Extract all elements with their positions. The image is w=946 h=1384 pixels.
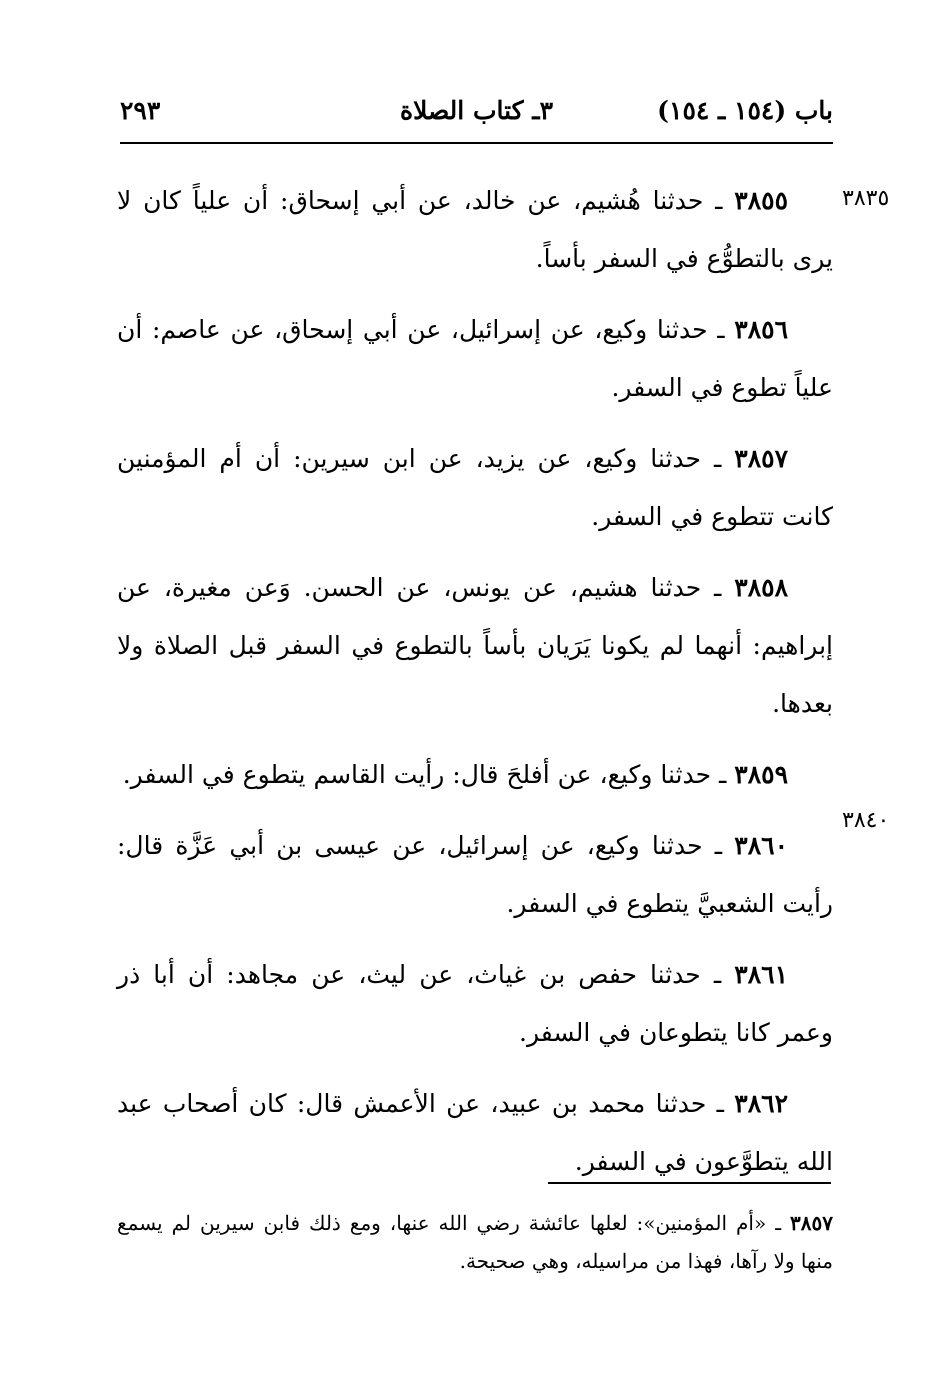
hadith-text: ـ حدثنا حفص بن غياث، عن ليث، عن مجاهد: أن أبا ذر وعمر كانا يتطوعان في السفر. [117,960,833,1047]
hadith-number: ٣٨٥٩ [734,760,788,789]
hadith-number: ٣٨٥٥ [734,186,788,215]
page-number: ٢٩٣ [120,96,161,125]
chapter-heading: باب (١٥٤ ـ ١٥٤) [657,96,833,125]
hadith-text: ـ حدثنا وكيع، عن إسرائيل، عن عيسى بن أبي عَزَّة قال: رأيت الشعبيَّ يتطوع في السفر. [117,831,833,918]
hadith-paragraph [117,172,833,288]
hadith-text: ـ حدثنا هشيم، عن يونس، عن الحسن. وَعن مغيرة، عن إبراهيم: أنهما لم يكونا يَرَيان بأساً بالتطوع في السفر قبل الصلاة ولا بعدها. [117,573,833,718]
hadith-number: ٣٨٦٢ [734,1089,788,1118]
footnote [117,1204,833,1280]
hadith-paragraph [117,559,833,733]
hadith-number: ٣٨٦١ [734,960,788,989]
hadith-paragraph [117,430,833,546]
hadith-text: ـ حدثنا وكيع، عن أفلحَ قال: رأيت القاسم يتطوع في السفر. [122,760,735,789]
footnote-text: ـ «أم المؤمنين»: لعلها عائشة رضي الله عنها، ومع ذلك فابن سيرين لم يسمع منها ولا رآها، فهذا من مراسيله، وهي صحيحة. [117,1211,833,1273]
hadith-text: ـ حدثنا وكيع، عن يزيد، عن ابن سيرين: أن أم المؤمنين كانت تتطوع في السفر. [117,444,833,531]
main-text [117,172,833,1204]
hadith-paragraph [117,817,833,933]
margin-number: ٣٨٤٠ [842,808,890,833]
page-header [120,90,833,136]
footnote-rule [548,1182,831,1184]
hadith-number: ٣٨٦٠ [734,831,788,860]
hadith-paragraph [117,746,833,804]
book-title: ٣ـ كتاب الصلاة [399,96,554,125]
hadith-paragraph [117,1075,833,1191]
hadith-text: ـ حدثنا وكيع، عن إسرائيل، عن أبي إسحاق، عن عاصم: أن علياً تطوع في السفر. [117,315,833,402]
hadith-number: ٣٨٥٨ [734,573,788,602]
hadith-text: ـ حدثنا هُشيم، عن خالد، عن أبي إسحاق: أن علياً كان لا يرى بالتطوُّع في السفر بأساً. [117,186,833,273]
margin-number: ٣٨٣٥ [842,186,890,211]
header-rule [120,142,833,144]
hadith-number: ٣٨٥٦ [734,315,788,344]
hadith-text: ـ حدثنا محمد بن عبيد، عن الأعمش قال: كان أصحاب عبد الله يتطوَّعون في السفر. [117,1089,833,1176]
hadith-number: ٣٨٥٧ [734,444,788,473]
footnote-number: ٣٨٥٧ [790,1211,833,1235]
hadith-paragraph [117,946,833,1062]
hadith-paragraph [117,301,833,417]
